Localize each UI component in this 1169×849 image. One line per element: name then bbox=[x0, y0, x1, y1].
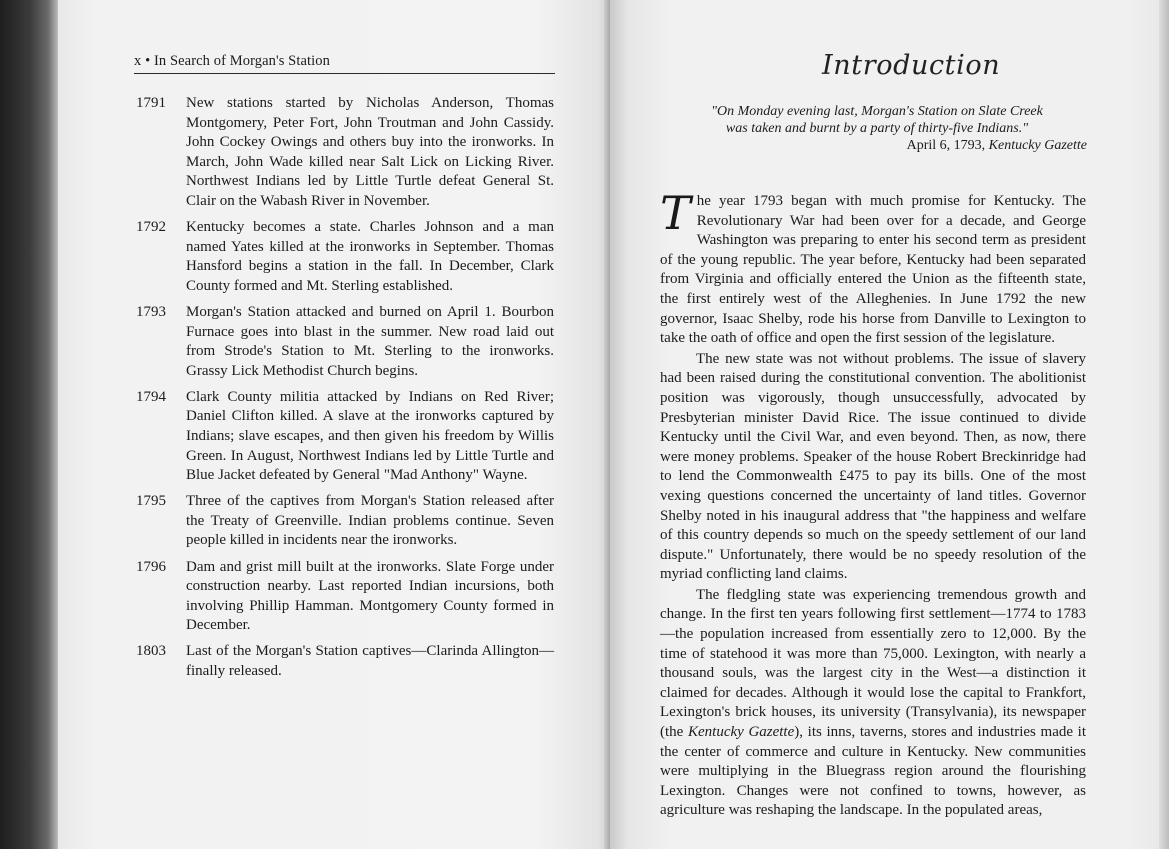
entry-text: Kentucky becomes a state. Charles Johnson and a man named Yates killed at the ironworks in September. Thomas Hansford begins a station in the fall. In December, Clark County formed and Mt. Sterling established. bbox=[186, 219, 554, 294]
entry-year: 1803 bbox=[136, 643, 166, 660]
running-head: x • In Search of Morgan's Station bbox=[134, 53, 330, 69]
right-page bbox=[610, 0, 1169, 849]
page-edge bbox=[1159, 0, 1169, 849]
drop-cap: T bbox=[660, 186, 691, 240]
paragraph-text: The fledgling state was experiencing tremendous growth and change. In the first ten years following first settlement—1774 to 1783—the population increased from essentially zero to 12,000. By the time of statehood it was more than 75,000. Lexington, with nearly a thousand souls, was the largest city in the West—a distinction it claimed for decades. Although it would lose the capital to Frankfort, Lexington's brick houses, its university (Transylvania), its newspaper (the bbox=[660, 586, 1086, 741]
entry-text: Dam and grist mill built at the ironworks. Slate Forge under construction nearby. Last reported Indian incursions, both involving Phillip Hamman. Montgomery County formed in December. bbox=[186, 558, 554, 634]
body-text bbox=[660, 186, 1087, 821]
entry-text: Three of the captives from Morgan's Station released after the Treaty of Greenville. Indian problems continue. Seven people killed in incidents near the ironworks. bbox=[186, 493, 554, 549]
paragraph bbox=[660, 186, 1086, 349]
chronology-entry bbox=[136, 94, 556, 212]
entry-year: 1791 bbox=[136, 95, 166, 111]
entry-text: Morgan's Station attacked and burned on April 1. Bourbon Furnace goes into blast in the summer. New road laid out from Strode's Station to Mt. Sterling to the ironworks. Grassy Lick Methodist Church begins. bbox=[186, 303, 554, 379]
entry-year: 1792 bbox=[136, 219, 166, 236]
chronology-list bbox=[136, 94, 556, 688]
chronology-entry bbox=[136, 388, 556, 486]
epigraph-date: April 6, 1793, bbox=[906, 138, 986, 153]
paragraph bbox=[660, 586, 1086, 821]
entry-year: 1795 bbox=[136, 493, 166, 510]
epigraph-quote: "On Monday evening last, Morgan's Station on Slate Creek was taken and burnt by a party of thirty-five Indians." bbox=[711, 104, 1043, 136]
entry-text: Last of the Morgan's Station captives—Clarinda Allington—finally released. bbox=[186, 643, 554, 680]
paragraph: The new state was not without problems. The issue of slavery had been raised during the constitutional convention. The abolitionist position was vigorously, though unsuccessfully, advocated by Presbyterian minister David Rice. The issue continued to divide Kentucky until the Civil War, and even beyond. Then, as now, there were money problems. Speaker of the house Robert Breckinridge had to lend the Commonwealth £475 to pay its bills. One of the most vexing questions concerned the uncertainty of land titles. Governor Shelby noted in his inaugural address that "the happiness and welfare of this country depends so much on the speedy settlement of our land dispute." Unfortunately, there would be no speedy resolution of the myriad conflicting land claims. bbox=[660, 350, 1086, 583]
epigraph-publication: Kentucky Gazette bbox=[988, 138, 1087, 153]
paragraph-text: he year 1793 began with much promise for Kentucky. The Revolutionary War had been over for a decade, and George Washington was preparing to enter his second term as president of the young republic. The year before, Kentucky had been separated from Virginia and officially entered the Union as the fifteenth state, the first entirely west of the Alleghenies. In June 1792 the new governor, Isaac Shelby, rode his horse from Danville to Lexington to take the oath of office and open the first session of the legislature. bbox=[660, 193, 1086, 347]
epigraph-source bbox=[810, 137, 1087, 154]
chronology-entry bbox=[136, 492, 556, 551]
entry-year: 1793 bbox=[136, 303, 166, 320]
entry-year: 1796 bbox=[136, 558, 166, 575]
chronology-entry bbox=[136, 218, 556, 296]
newspaper-title: Kentucky Gazette bbox=[687, 724, 795, 741]
entry-year: 1794 bbox=[136, 388, 166, 405]
header-rule bbox=[134, 73, 555, 74]
entry-text: New stations started by Nicholas Anderson, Thomas Montgomery, Peter Fort, John Troutman and John Cassidy. John Cockey Owings and others buy into the ironworks. In March, John Wade killed near Salt Lick on Licking River. Northwest Indians led by Little Turtle defeat General St. Clair on the Wabash River in November. bbox=[186, 95, 554, 209]
chronology-entry bbox=[136, 303, 556, 381]
scan-edge bbox=[0, 0, 60, 849]
chronology-entry bbox=[136, 642, 556, 681]
chapter-title: Introduction bbox=[822, 50, 1001, 81]
entry-text: Clark County militia attacked by Indians on Red River; Daniel Clifton killed. A slave at the ironworks captured by Indians; slave escapes, and then given his freedom by Willis Green. In August, Northwest Indians led by Little Turtle and Blue Jacket defeated by General "Mad Anthony" Wayne. bbox=[186, 388, 554, 484]
left-page bbox=[58, 0, 610, 849]
paragraph-text: ), its inns, taverns, stores and industries made it the center of commerce and culture in Kentucky. New communities were multiplying in the Bluegrass region around the flourishing Lexington. Changes were not confined to towns, however, as agriculture was reshaping the landscape. In the populated areas, bbox=[660, 724, 1087, 819]
chronology-entry bbox=[136, 558, 556, 636]
